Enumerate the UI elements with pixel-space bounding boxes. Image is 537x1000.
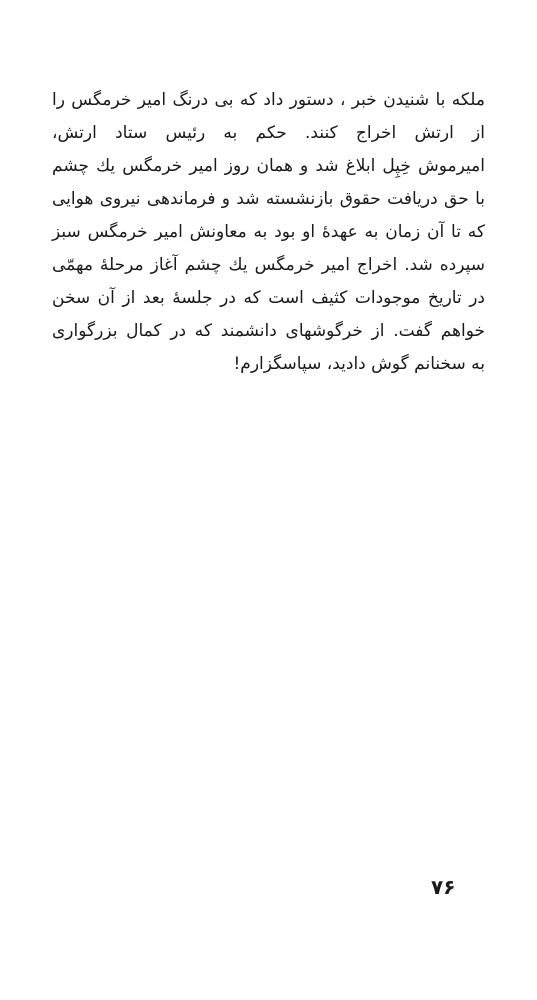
text-line-9: به سخنانم گوش دادید، سپاسگزارم! [233, 354, 485, 374]
text-line-7: در تاریخ موجودات کثیف است که در جلسهٔ بعد از آن سخن [52, 288, 485, 308]
text-line-8: خواهم گفت. از خرگوشهای دانشمند که در کمال بزرگواری [52, 321, 485, 341]
text-line-5: که تا آن زمان به عهدهٔ او بود به معاونش امیر خرمگس سبز [52, 222, 485, 242]
text-line-4: با حق دریافت حقوق بازنشسته شد و فرماندهی نیروی هوایی [52, 189, 485, 209]
text-line-2: از ارتش اخراج کنند. حکم به رئیس ستاد ارتش، [52, 123, 485, 143]
text-line-1: ملکه با شنیدن خبر ، دستور داد که بی درنگ امیر خرمگس را [52, 90, 485, 110]
text-line-3: امیرموش خِپِل ابلاغ شد و همان روز امیر خرمگس یك چشم [52, 156, 485, 176]
page-number: ۷۶ [431, 875, 456, 899]
text-line-6: سپرده شد. اخراج امیر خرمگس یك چشم آغاز مرحلهٔ مهمّی [52, 255, 485, 275]
body-paragraph [52, 84, 485, 381]
